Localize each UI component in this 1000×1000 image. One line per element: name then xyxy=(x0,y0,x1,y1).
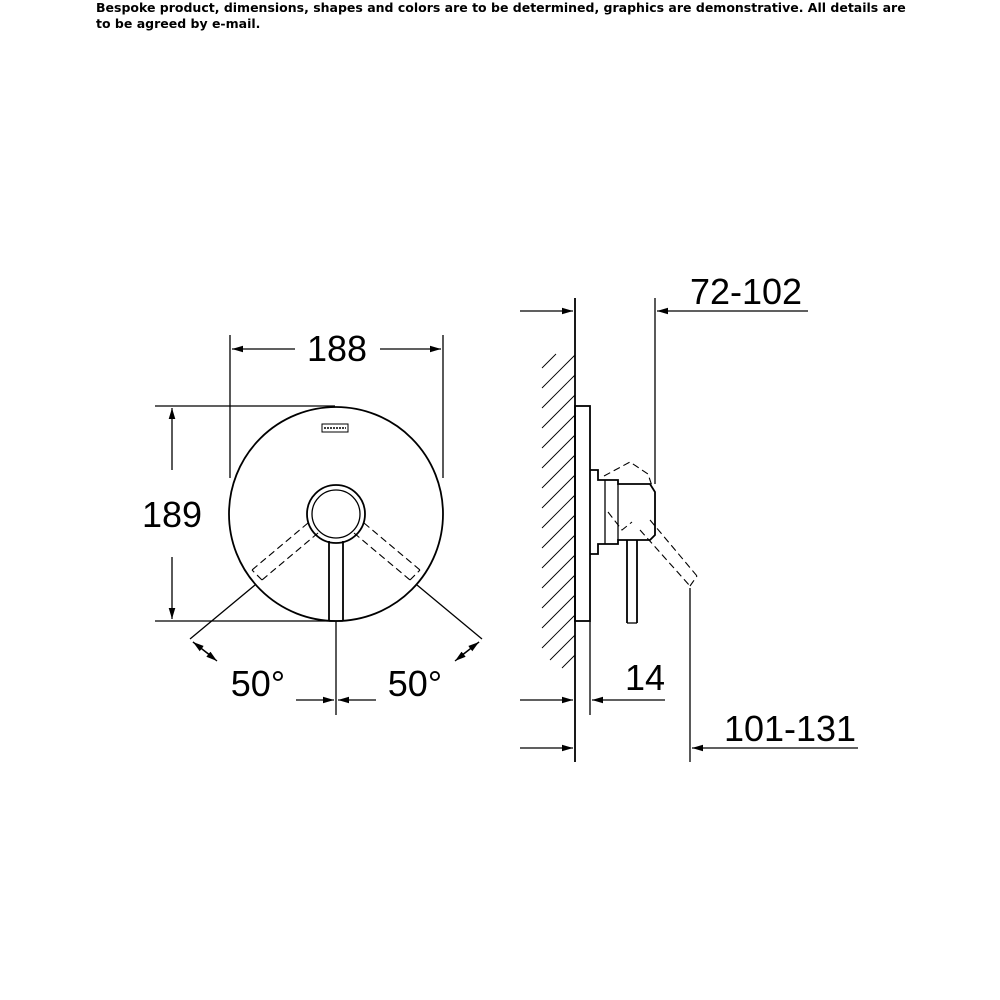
disclaimer-text: Bespoke product, dimensions, shapes and colors are to be determined, graphics are demonstrative. All details are to be agreed by e-mail. xyxy=(96,0,906,31)
width-dimension xyxy=(230,328,443,478)
lever-swing-left xyxy=(252,523,318,580)
width-label: 188 xyxy=(306,328,368,369)
depth-bottom-dimension xyxy=(520,588,858,762)
side-lever xyxy=(627,540,637,623)
angle-right-label: 50° xyxy=(387,663,443,704)
brand-logo-mark xyxy=(322,424,348,432)
angle-left-label: 50° xyxy=(230,663,286,704)
height-label: 189 xyxy=(141,494,203,535)
depth-bottom-label: 101-131 xyxy=(723,708,857,749)
handle-hub-inner xyxy=(312,490,360,538)
lever-handle xyxy=(329,541,343,621)
plate-thickness-label: 14 xyxy=(624,657,666,698)
height-dimension xyxy=(142,406,335,621)
plate-thickness-dimension xyxy=(520,621,665,715)
depth-top-label: 72-102 xyxy=(689,271,803,312)
depth-top-dimension xyxy=(520,271,808,484)
side-plate xyxy=(575,406,590,621)
front-view xyxy=(142,328,482,715)
side-view xyxy=(520,271,858,762)
wall-hatching xyxy=(542,354,575,668)
cartridge-body xyxy=(590,470,655,554)
lever-swing-right xyxy=(354,523,420,580)
rosette-plate xyxy=(229,407,443,621)
